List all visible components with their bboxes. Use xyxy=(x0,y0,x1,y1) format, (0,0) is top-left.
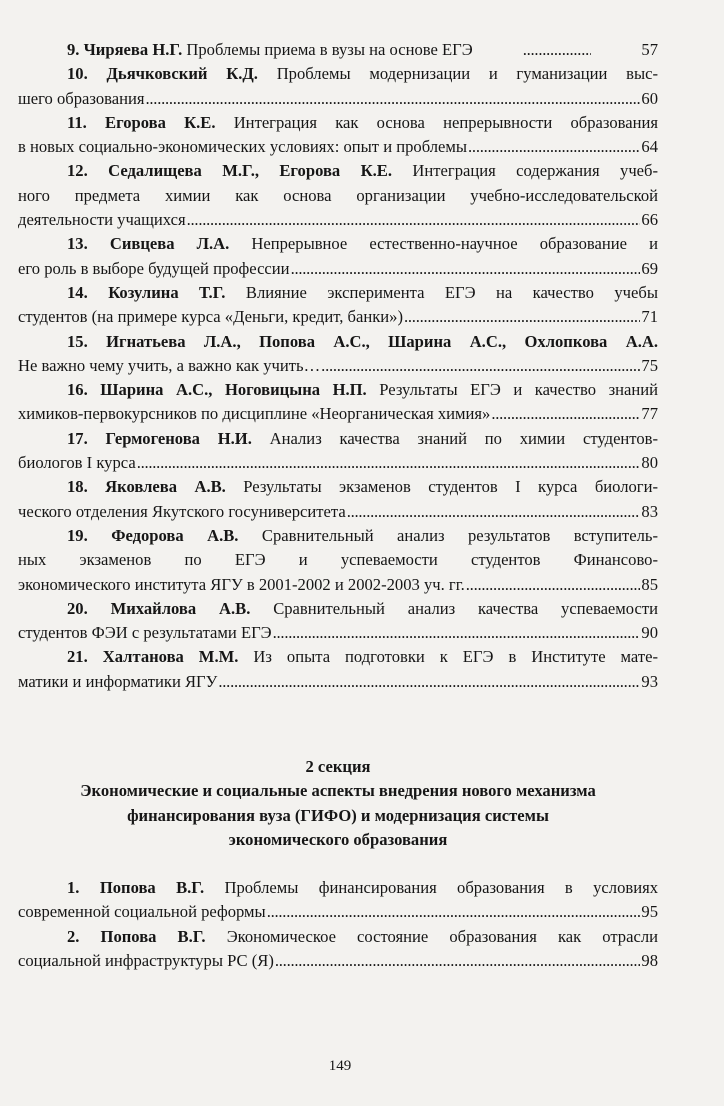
toc-entry-text xyxy=(18,670,217,694)
toc-entry-text xyxy=(18,900,266,924)
toc-entry-number: 12. xyxy=(67,161,88,181)
toc-entry-number: 20. xyxy=(67,598,88,618)
toc-entry-title: ческого отделения Якутского госуниверситета xyxy=(18,501,346,521)
toc-entry xyxy=(18,38,658,62)
toc-entry-line xyxy=(18,354,658,378)
toc-entry-title: Из опыта подготовки к ЕГЭ в Институте мате- xyxy=(253,647,658,667)
toc-entry-line xyxy=(18,38,658,62)
dot-leader xyxy=(466,573,641,597)
toc-entry-text xyxy=(18,573,465,597)
toc-entry-text xyxy=(18,949,274,973)
dot-leader xyxy=(273,621,641,645)
toc-entry-title: шего образования xyxy=(18,88,145,108)
toc-entry-text xyxy=(18,500,346,524)
toc-entry-line xyxy=(18,330,658,354)
toc-entry-number: 10. xyxy=(67,64,88,84)
section-title-line: финансирования вуза (ГИФО) и модернизация системы xyxy=(127,805,549,825)
toc-entry-line xyxy=(18,548,658,572)
toc-entry-text xyxy=(18,402,490,426)
toc-entry-text xyxy=(18,135,467,159)
toc-entry-title: Сравнительный анализ результатов вступитель- xyxy=(261,525,658,545)
toc-entry-title: Анализ качества знаний по химии студентов- xyxy=(269,428,658,448)
toc-entry-line xyxy=(18,184,658,208)
toc-entry-line xyxy=(18,305,658,329)
toc-entry-page: 80 xyxy=(641,453,658,473)
toc-entry-line xyxy=(18,900,658,924)
toc-entry xyxy=(18,330,658,379)
toc-entry-line xyxy=(18,573,658,597)
toc-entry xyxy=(18,281,658,330)
toc-entry-author: Попова В.Г. xyxy=(99,878,205,897)
toc-entry xyxy=(18,232,658,281)
table-of-contents xyxy=(18,38,658,694)
toc-entry xyxy=(18,62,658,111)
toc-entry xyxy=(18,876,658,925)
toc-entry-line xyxy=(18,402,658,426)
toc-entry xyxy=(18,524,658,597)
toc-entry xyxy=(18,645,658,694)
dot-leader xyxy=(404,305,640,329)
toc-entry-page: 98 xyxy=(641,950,658,970)
toc-entry-author: Егорова К.Е. xyxy=(105,112,216,132)
toc-entry-page: 64 xyxy=(641,137,658,157)
toc-entry-title: современной социальной реформы xyxy=(18,902,266,922)
toc-entry-line xyxy=(18,62,658,86)
toc-entry xyxy=(18,378,658,427)
toc-entry-author: Седалищева М.Г., Егорова К.Е. xyxy=(108,161,393,181)
toc-entry-page: 75 xyxy=(641,355,658,375)
toc-entry-line xyxy=(18,87,658,111)
toc-entry-page: 57 xyxy=(641,40,658,59)
toc-entry-number: 16. xyxy=(67,380,88,400)
toc-entry-title: ных экзаменов по ЕГЭ и успеваемости студентов Финансово- xyxy=(18,550,658,570)
dot-leader xyxy=(491,402,640,426)
toc-entry-number: 2. xyxy=(67,926,80,946)
toc-entry-title: Проблемы приема в вузы на основе ЕГЭ xyxy=(186,40,473,59)
toc-entry-line xyxy=(18,925,658,949)
toc-entry-author: Федорова А.В. xyxy=(111,525,239,545)
toc-entry-author: Халтанова М.М. xyxy=(102,647,239,667)
toc-entry-page: 66 xyxy=(641,210,658,230)
toc-entry-author: Шарина А.С., Ноговицына Н.П. xyxy=(100,380,367,400)
dot-leader xyxy=(321,354,640,378)
toc-entry-number: 1. xyxy=(67,878,80,897)
toc-entry xyxy=(18,925,658,974)
toc-entry-text xyxy=(18,257,290,281)
toc-entry-page: 95 xyxy=(641,902,658,922)
toc-entry-number: 15. xyxy=(67,331,88,351)
toc-entry-title: ного предмета химии как основа организации учебно-исследовательской xyxy=(18,185,658,205)
toc-entry-line xyxy=(18,876,658,900)
toc-entry-author: Чиряева Н.Г. xyxy=(83,40,183,59)
toc-entry-author: Попова В.Г. xyxy=(100,926,206,946)
toc-entry-text xyxy=(18,354,320,378)
toc-entry-number: 13. xyxy=(67,234,88,254)
toc-entry-title: Экономическое состояние образования как отрасли xyxy=(226,926,658,946)
toc-entry-number: 14. xyxy=(67,282,88,302)
toc-entry-title: Влияние эксперимента ЕГЭ на качество учебы xyxy=(245,282,658,302)
dot-leader xyxy=(218,670,640,694)
toc-entry-line xyxy=(18,949,658,973)
toc-entry-title: Результаты ЕГЭ и качество знаний xyxy=(379,380,658,400)
toc-entry-number: 11. xyxy=(67,112,87,132)
toc-entry-line xyxy=(18,427,658,451)
toc-entry-title: студентов (на примере курса «Деньги, кредит, банки») xyxy=(18,307,404,327)
toc-entry-title: деятельности учащихся xyxy=(18,210,186,230)
toc-entry-title: студентов ФЭИ с результатами ЕГЭ xyxy=(18,623,272,643)
toc-entry-page: 71 xyxy=(641,307,658,327)
toc-entry-page: 83 xyxy=(641,501,658,521)
toc-entry-title: социальной инфраструктуры РС (Я) xyxy=(18,950,274,970)
toc-entry-author: Игнатьева Л.А., Попова А.С., Шарина А.С., Охлопкова А.А. xyxy=(106,331,658,351)
toc-entry-author: Козулина Т.Г. xyxy=(108,282,226,302)
toc-entry-title: биологов I курса xyxy=(18,453,136,473)
section-label: 2 секция xyxy=(305,757,371,776)
toc-entry-title: в новых социально-экономических условиях: опыт и проблемы xyxy=(18,137,468,157)
toc-entry-title: Интеграция как основа непрерывности образования xyxy=(233,112,658,132)
toc-entry-number: 19. xyxy=(67,525,88,545)
toc-entry-page: 77 xyxy=(641,404,658,424)
toc-entry-line xyxy=(18,621,658,645)
toc-entry-line xyxy=(18,111,658,135)
toc-entry-line xyxy=(18,208,658,232)
toc-entry-page: 85 xyxy=(641,574,658,594)
toc-entry-page: 69 xyxy=(641,258,658,278)
toc-entry-text xyxy=(18,451,136,475)
dot-leader xyxy=(347,500,641,524)
toc-entry-text xyxy=(18,38,473,62)
toc-entry-title: экономического института ЯГУ в 2001-2002 и 2002-2003 уч. гг. xyxy=(18,574,465,594)
toc-entry-line xyxy=(18,670,658,694)
toc-entry-page: 90 xyxy=(641,623,658,643)
table-of-contents-section-2 xyxy=(18,876,658,973)
toc-entry-title: химиков-первокурсников по дисциплине «Неорганическая химия» xyxy=(18,404,491,424)
toc-entry-line xyxy=(18,378,658,402)
dot-leader xyxy=(468,135,640,159)
toc-entry-author: Михайлова А.В. xyxy=(110,598,251,618)
toc-entry-line xyxy=(18,500,658,524)
dot-leader xyxy=(291,257,641,281)
toc-entry-line xyxy=(18,257,658,281)
toc-entry-page: 93 xyxy=(641,671,658,691)
dot-leader xyxy=(474,38,592,62)
toc-entry-text xyxy=(18,621,272,645)
toc-entry-line xyxy=(18,281,658,305)
toc-entry-line xyxy=(18,645,658,669)
toc-entry-number: 21. xyxy=(67,647,88,667)
toc-entry-author: Гермогенова Н.И. xyxy=(105,428,252,448)
toc-entry-author: Яковлева А.В. xyxy=(105,477,226,497)
toc-entry xyxy=(18,111,658,160)
toc-entry-title: Проблемы финансирования образования в условиях xyxy=(224,878,658,897)
section-title-line: Экономические и социальные аспекты внедрения нового механизма xyxy=(80,781,596,801)
toc-entry-line xyxy=(18,524,658,548)
toc-entry-line xyxy=(18,232,658,256)
toc-entry-line xyxy=(18,597,658,621)
toc-entry-author: Дьячковский К.Д. xyxy=(106,64,258,84)
section-heading xyxy=(18,755,658,853)
toc-entry-text xyxy=(18,305,403,329)
dot-leader xyxy=(187,208,641,232)
toc-entry-line xyxy=(18,159,658,183)
dot-leader xyxy=(275,949,641,973)
dot-leader xyxy=(267,900,641,924)
toc-entry-number: 9. xyxy=(67,40,80,59)
toc-entry xyxy=(18,597,658,646)
toc-entry xyxy=(18,475,658,524)
toc-entry xyxy=(18,159,658,232)
toc-entry-title: его роль в выборе будущей профессии xyxy=(18,258,290,278)
toc-entry-title: матики и информатики ЯГУ xyxy=(18,671,218,691)
dot-leader xyxy=(137,451,641,475)
toc-entry-page: 60 xyxy=(641,88,658,108)
toc-entry-line xyxy=(18,451,658,475)
toc-entry-title: Проблемы модернизации и гуманизации выс- xyxy=(276,64,658,84)
section-title-line: экономического образования xyxy=(228,830,448,850)
toc-entry-title: Не важно чему учить, а важно как учить… xyxy=(18,355,321,375)
toc-entry-author: Сивцева Л.А. xyxy=(109,234,230,254)
dot-leader xyxy=(146,87,641,111)
page-number: 149 xyxy=(328,1058,352,1074)
toc-entry-line xyxy=(18,135,658,159)
toc-entry-title: Интеграция содержания учеб- xyxy=(412,161,658,181)
toc-entry-text xyxy=(18,87,145,111)
toc-entry-number: 17. xyxy=(67,428,88,448)
toc-entry-title: Результаты экзаменов студентов I курса биологи- xyxy=(243,477,658,497)
toc-entry xyxy=(18,427,658,476)
toc-entry-title: Непрерывное естественно-научное образование и xyxy=(251,234,658,254)
toc-entry-text xyxy=(18,208,186,232)
toc-entry-number: 18. xyxy=(67,477,88,497)
toc-entry-title: Сравнительный анализ качества успеваемости xyxy=(273,598,658,618)
toc-entry-line xyxy=(18,475,658,499)
